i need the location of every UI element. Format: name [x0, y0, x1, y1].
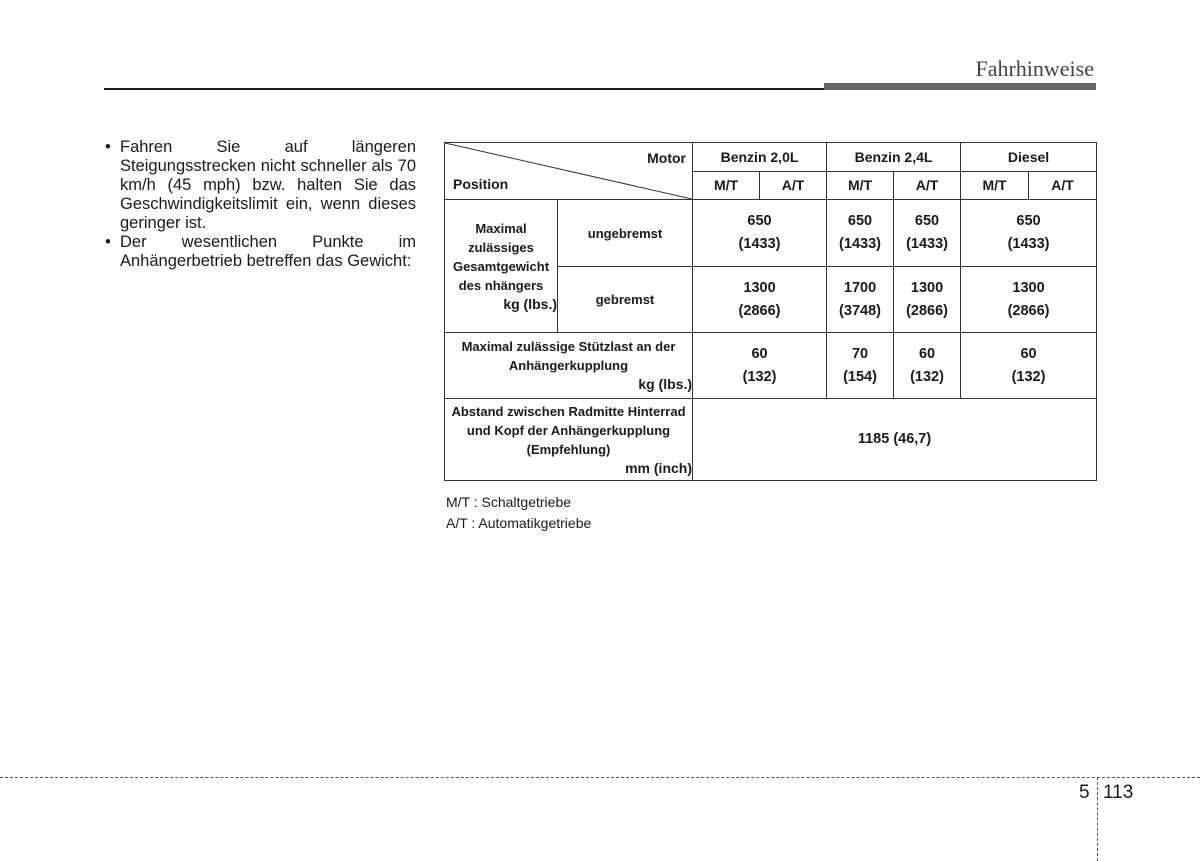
value-imperial: (132): [1011, 368, 1046, 385]
value-imperial: (2866): [738, 302, 781, 319]
distance-value: 1185 (46,7): [693, 399, 1097, 481]
transmission-header: M/T: [693, 171, 760, 200]
braked-label: gebremst: [558, 267, 693, 333]
footer-vertical-rule: [1097, 777, 1098, 861]
engine-header-diesel: Diesel: [961, 143, 1097, 172]
bullet-list: [104, 138, 416, 271]
page-header-title: Fahrhinweise: [975, 56, 1094, 81]
gross-weight-label-cell: [445, 200, 558, 333]
transmission-header: M/T: [961, 171, 1029, 200]
value-cell: [827, 333, 894, 399]
engine-header-benzin-20: Benzin 2,0L: [693, 143, 827, 172]
transmission-header: A/T: [1029, 171, 1097, 200]
value-imperial: (1433): [738, 236, 781, 252]
bullet-item: • Der wesentlichen Punkte im Anhängerbetrieb betreffen das Gewicht:: [104, 233, 416, 271]
value-main: 650: [747, 213, 772, 229]
value-imperial: (154): [843, 368, 877, 385]
value-cell: [961, 200, 1097, 267]
value-main: 650: [914, 213, 940, 229]
table-notes: [446, 492, 591, 534]
value-imperial: (3748): [839, 302, 881, 319]
value-main: 60: [918, 345, 936, 362]
trailer-spec-table: [444, 142, 1097, 481]
transmission-header: M/T: [827, 171, 894, 200]
tongue-load-label: Maximal zulässige Stützlast an der Anhängerkupplung: [461, 339, 676, 373]
value-cell: [693, 267, 827, 333]
tongue-load-label-cell: [445, 333, 693, 399]
value-imperial: (132): [742, 368, 777, 385]
distance-unit: mm (inch): [625, 459, 692, 476]
transmission-header: A/T: [760, 171, 827, 200]
value-main: 1300: [1012, 279, 1045, 296]
transmission-header: A/T: [894, 171, 961, 200]
motor-label: Motor: [647, 150, 686, 166]
gross-weight-unit: kg (lbs.): [503, 295, 557, 312]
value-main: 60: [1020, 345, 1037, 362]
value-imperial: (2866): [1007, 302, 1050, 319]
distance-label: Abstand zwischen Radmitte Hinterrad und Kopf der Anhängerkupplung (Empfehlung): [451, 403, 686, 457]
bullet-item: • Fahren Sie auf längeren Steigungsstrecken nicht schneller als 70 km/h (45 mph) bzw. halten Sie das Geschwindigkeitslimit ein, wenn dieses geringer ist.: [104, 138, 416, 233]
distance-label-cell: [445, 399, 693, 481]
value-cell: [961, 333, 1097, 399]
value-imperial: (1433): [906, 236, 948, 252]
footer-rule: [0, 777, 1200, 778]
value-cell: [693, 333, 827, 399]
diagonal-header-cell: [445, 143, 693, 200]
gross-weight-label: Maximal zulässiges Gesamtgewicht des nhängers: [452, 220, 550, 293]
unbraked-label: ungebremst: [558, 200, 693, 267]
value-cell: [894, 267, 961, 333]
header-rule: [104, 88, 824, 90]
value-cell: [693, 200, 827, 267]
value-imperial: (2866): [906, 302, 948, 319]
value-cell: [961, 267, 1097, 333]
value-imperial: (1433): [839, 236, 881, 252]
engine-header-benzin-24: Benzin 2,4L: [827, 143, 961, 172]
value-main: 60: [751, 345, 768, 362]
tongue-load-unit: kg (lbs.): [638, 376, 692, 392]
value-imperial: (132): [910, 368, 944, 385]
page-number: 113: [1103, 782, 1134, 803]
value-main: 650: [1016, 213, 1041, 229]
value-cell: [894, 333, 961, 399]
value-main: 1300: [743, 279, 776, 296]
value-main: 1700: [843, 279, 877, 296]
value-main: 70: [851, 345, 869, 362]
value-main: 1300: [910, 279, 944, 296]
header-rule-accent: [824, 83, 1096, 90]
value-cell: [827, 267, 894, 333]
value-cell: [894, 200, 961, 267]
chapter-number: 5: [1079, 782, 1090, 803]
value-main: 650: [847, 213, 873, 229]
note-at: A/T : Automatikgetriebe: [446, 515, 592, 531]
value-imperial: (1433): [1007, 236, 1050, 252]
value-cell: [827, 200, 894, 267]
position-label: Position: [453, 176, 509, 192]
note-mt: M/T : Schaltgetriebe: [446, 494, 572, 510]
